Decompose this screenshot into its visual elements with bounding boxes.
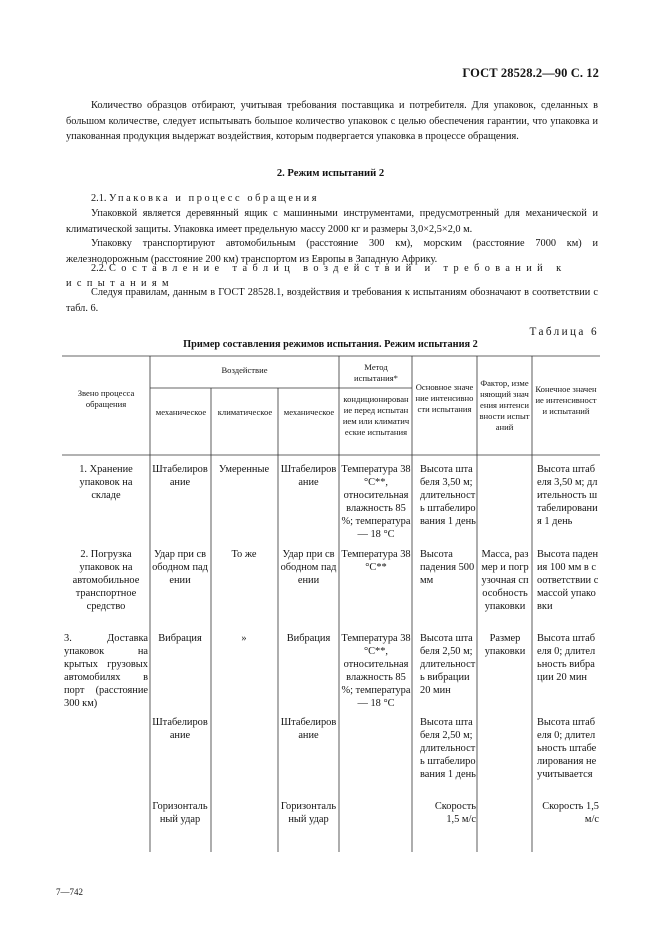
row4-final: Высота штабеля 0; длительность штабелирования не учитывается [537,717,597,781]
row1-mech2: Штабелирование [280,464,337,489]
th-impact: Воздействие [221,365,268,375]
row3-mech1: Вибрация [158,633,202,644]
row3-climatic: » [241,633,247,644]
row1-stage: 1. Хранение упаковок на складе [79,464,133,502]
row3-conditioning: Температура 38 °С**, относительная влажность 85 %; температура — 18 °С [341,633,411,710]
row1-climatic: Умеренные [218,464,270,475]
row3-basic: Высота штабеля 2,50 м; длительность вибрации 20 мин [420,633,476,697]
th-mech1: механическое [155,407,207,417]
th-stage: Звено процесса обращения [77,388,135,409]
page-header: ГОСТ 28528.2—90 С. 12 [462,66,599,80]
row4-basic: Высота штабеля 2,50 м; длительность штабелирования 1 день [420,717,476,781]
row5-final: Скорость 1,5 м/с [542,801,599,826]
clause-2-2-title: Составление таблиц воздействий и требований к испытаниям [66,263,567,290]
th-climatic: климатическое [217,407,273,417]
row2-mech1: Удар при свободном падении [152,549,208,587]
clause-2-1-number: 2.1. [91,193,107,204]
clause-2-1-p1-text: Упаковкой является деревянный ящик с машинными инструментами, предусмотренный для механической и климатической защиты. Упаковка имеет предельную массу 2000 кг и размеры 3,0×2,5×2,0 м. [66,208,598,235]
th-mech2: механическое [283,407,335,417]
row3-factor: Размер упаковки [484,633,526,658]
row1-conditioning: Температура 38 °С**, относительная влажность 85 %; температура — 18 °С [341,464,411,541]
clause-2-2-p1-text: Следуя правилам, данным в ГОСТ 28528.1, воздействия и требования к испытаниям обозначают в соответствии с табл. 6. [66,287,598,314]
row2-conditioning: Температура 38 °С** [341,549,411,574]
row5-basic: Скорость 1,5 м/с [434,801,476,826]
footer-code: 7—742 [56,887,83,897]
row4-mech2: Штабелирование [280,717,337,742]
row5-mech1: Горизонтальный удар [152,801,208,826]
row4-mech1: Штабелирование [152,717,208,742]
row2-basic: Высота падения 500 мм [420,549,475,587]
th-basic: Основное значение интенсивности испытания [415,382,474,414]
th-factor: Фактор, изменяющий значения интенсивности испытаний [479,378,530,432]
th-conditioning: кондиционирование перед испытанием или климатические испытания [342,394,410,437]
row2-mech2: Удар при свободном падении [280,549,337,587]
row2-final: Высота падения 100 мм в соответствии с массой упаковки [537,549,599,613]
row2-climatic: То же [231,549,257,560]
clause-2-2-number: 2.2. [91,263,107,274]
row1-mech1: Штабелирование [152,464,208,489]
row3-mech2: Вибрация [286,633,331,644]
row2-stage: 2. Погрузка упаковок на автомобильное транспортное средство [72,549,140,613]
th-final: Конечное значение интенсивности испытаний [535,384,597,416]
row2-factor: Масса, размер и погрузочная способность упаковки [481,549,529,613]
row3-stage: 3. Доставка упаковок на крытых грузовых автомобилях в порт (расстояние 300 км) [64,633,148,710]
clause-2-1-p2-text: Упаковку транспортируют автомобильным (расстояние 300 км), морским (расстояние 7000 км) и железнодорожным (расстояние 200 км) транспортом из Европы в Западную Африку. [66,238,598,265]
row3-final: Высота штабеля 0; длительность вибрации 20 мин [537,633,596,684]
row1-basic: Высота штабеля 3,50 м; длительность штабелирования 1 день [420,464,476,528]
table-title: Пример составления режимов испытания. Режим испытания 2 [183,339,478,350]
table-number: Таблица 6 [529,326,599,338]
row5-mech2: Горизонтальный удар [280,801,337,826]
th-method: Метод испытания* [354,362,398,383]
section-title: 2. Режим испытаний 2 [276,168,385,179]
intro-text: Количество образцов отбирают, учитывая требования поставщика и потребителя. Для упаковок, сделанных в большом количестве, следует испытывать большое количество упаковок с целью обеспечения гарантии, что упаковка и упакованная продукция выдержат воздействия, которым подвергается упаковка в процессе обращения. [66,100,598,143]
row1-final: Высота штабеля 3,50 м; длительность штабелирования 1 день [537,464,598,528]
clause-2-1-title: Упаковка и процесс обращения [109,193,320,204]
